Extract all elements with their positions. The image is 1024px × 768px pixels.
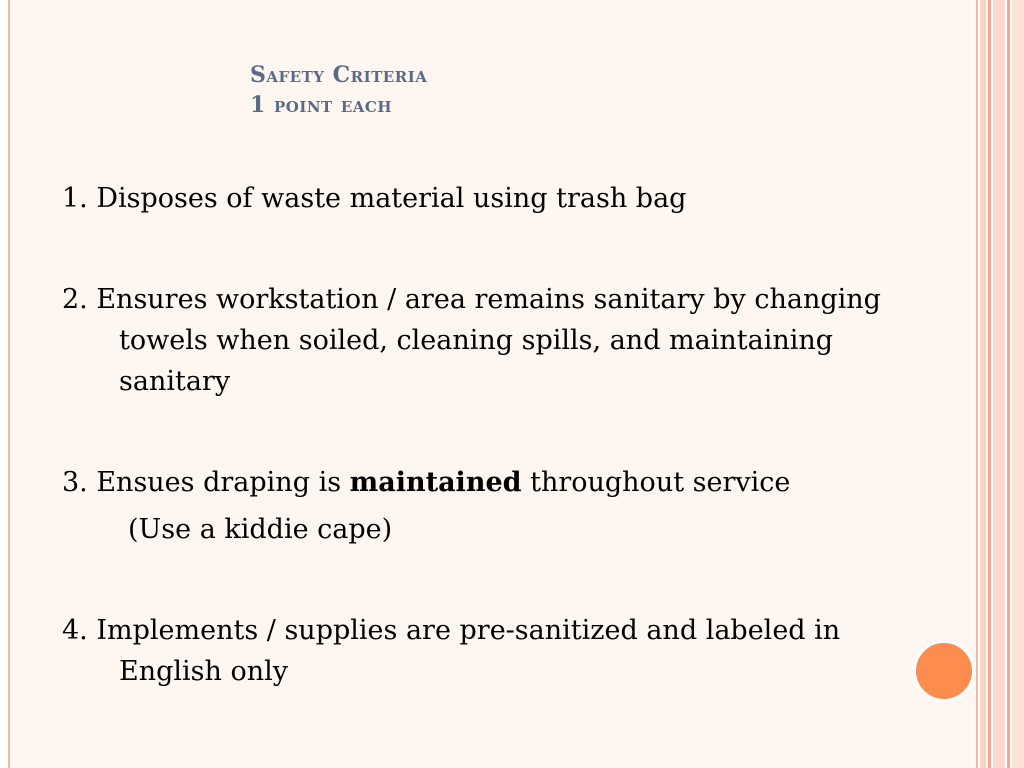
decorative-stripe xyxy=(980,0,986,768)
slide-title-line-1: Safety Criteria xyxy=(250,62,428,88)
decorative-stripe xyxy=(1007,0,1010,768)
decorative-stripe xyxy=(993,0,1005,768)
decorative-circle xyxy=(913,640,975,702)
criteria-item-1: 1. Disposes of waste material using trash bag xyxy=(62,183,687,214)
criteria-item-3-prefix: 3. Ensues draping is xyxy=(62,467,350,498)
criteria-item-3-note: (Use a kiddie cape) xyxy=(128,514,393,545)
decorative-stripe xyxy=(1012,0,1024,768)
decorative-stripe xyxy=(988,0,991,768)
criteria-item-4: 4. Implements / supplies are pre-sanitized and labeled in English only xyxy=(62,615,841,687)
criteria-item-3-suffix: throughout service xyxy=(521,467,791,498)
criteria-item-3-emphasis: maintained xyxy=(349,467,522,498)
criteria-item-2: 2. Ensures workstation / area remains sanitary by changing towels when soiled, cleaning spills, and maintaining sanitary xyxy=(62,284,881,397)
slide-title xyxy=(250,60,427,120)
criteria-item-3 xyxy=(62,462,922,503)
slide-title-line-2: 1 point each xyxy=(250,92,393,118)
criteria-list xyxy=(62,178,922,692)
